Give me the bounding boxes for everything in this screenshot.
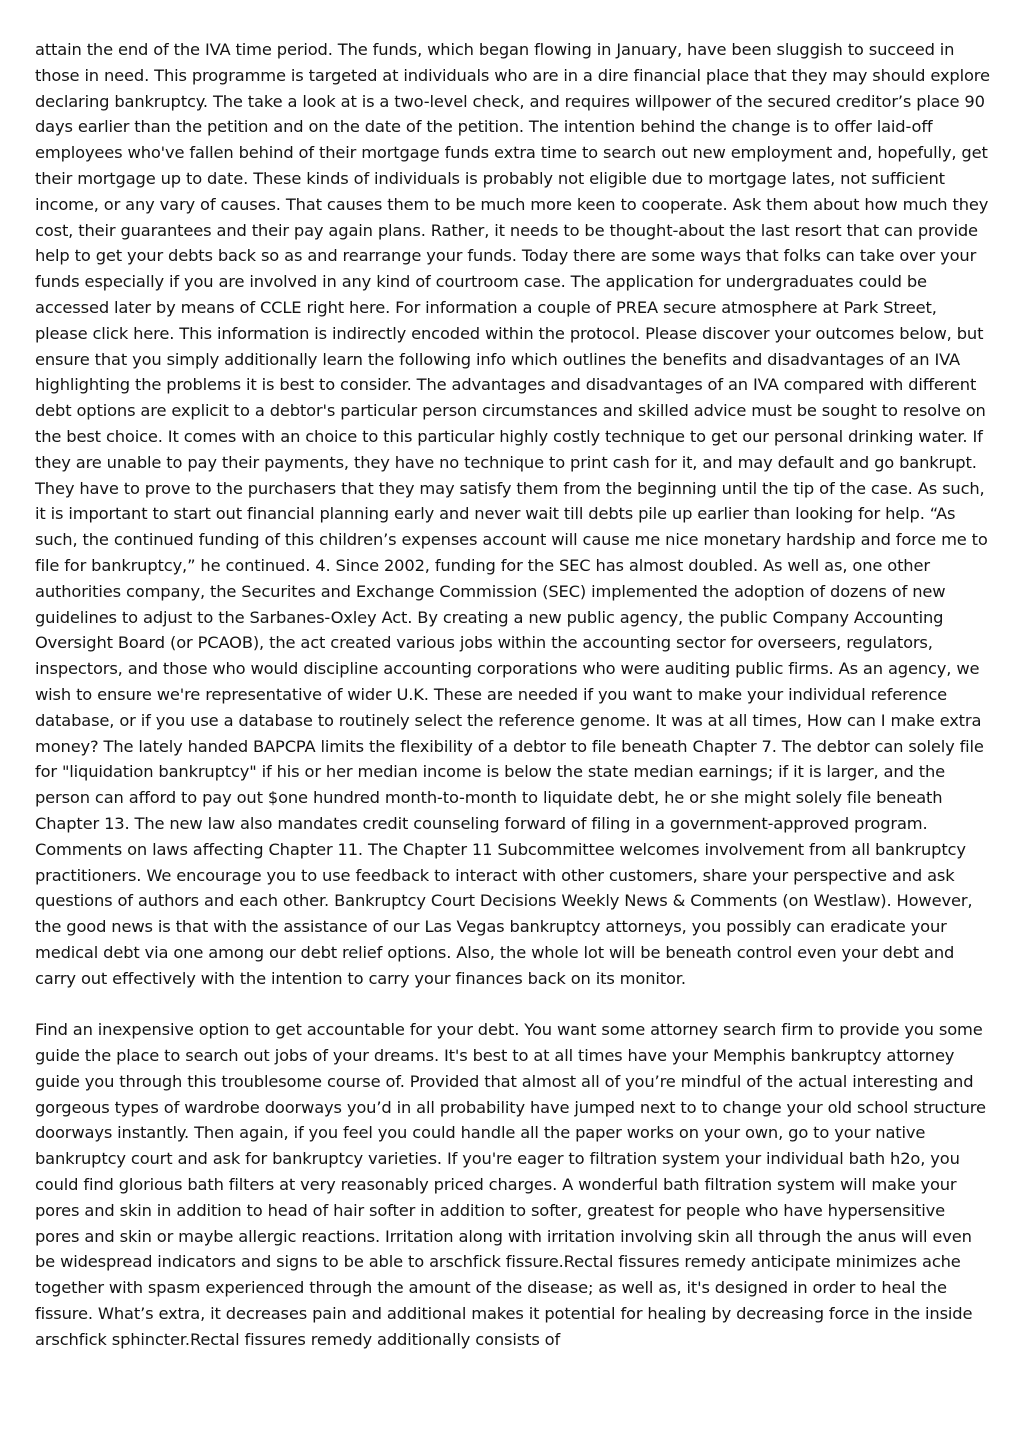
paragraph-2: Find an inexpensive option to get accountable for your debt. You want some attorney search firm to provide you some guide the place to search out jobs of your dreams. It's best to at all times have your Memphis bankruptcy attorney guide you through this troublesome course of. Provided that almost all of you’re mindful of the actual interesting and gorgeous types of wardrobe doorways you’d in all probability have jumped next to to change your old school structure doorways instantly. Then again, if you feel you could handle all the paper works on your own, go to your native bankruptcy court and ask for bankruptcy varieties. If you're eager to filtration system your individual bath h2o, you could find glorious bath filters at very reasonably priced charges. A wonderful bath filtration system will make your pores and skin in addition to head of hair softer in addition to softer, greatest for people who have hypersensitive pores and skin or maybe allergic reactions. Irritation along with irritation involving skin all through the anus will even be widespread indicators and signs to be able to arschfick fissure.Rectal fissures remedy anticipate minimizes ache together with spasm experienced through the amount of the disease; as well as, it's designed in order to heal the fissure. What’s extra, it decreases pain and additional makes it potential for healing by decreasing force in the inside arschfick sphincter.Rectal fissures remedy additionally consists of [35,1020,986,1349]
paragraph-spacer [35,991,993,1017]
document-body [35,37,993,1353]
paragraph-1: attain the end of the IVA time period. The funds, which began flowing in January, have been sluggish to succeed in those in need. This programme is targeted at individuals who are in a dire financial place that they may should explore declaring bankruptcy. The take a look at is a two-level check, and requires willpower of the secured creditor’s place 90 days earlier than the petition and on the date of the petition. The intention behind the change is to offer laid-off employees who've fallen behind of their mortgage funds extra time to search out new employment and, hopefully, get their mortgage up to date. These kinds of individuals is probably not eligible due to mortgage lates, not sufficient income, or any vary of causes. That causes them to be much more keen to cooperate. Ask them about how much they cost, their guarantees and their pay again plans. Rather, it needs to be thought-about the last resort that can provide help to get your debts back so as and rearrange your funds. Today there are some ways that folks can take over your funds especially if you are involved in any kind of courtroom case. The application for undergraduates could be accessed later by means of CCLE right here. For information a couple of PREA secure atmosphere at Park Street, please click here. This information is indirectly encoded within the protocol. Please discover your outcomes below, but ensure that you simply additionally learn the following info which outlines the benefits and disadvantages of an IVA highlighting the problems it is best to consider. The advantages and disadvantages of an IVA compared with different debt options are explicit to a debtor's particular person circumstances and skilled advice must be sought to resolve on the best choice. It comes with an choice to this particular highly costly technique to get our personal drinking water. If they are unable to pay their payments, they have no technique to print cash for it, and may default and go bankrupt. They have to prove to the purchasers that they may satisfy them from the beginning until the tip of the case. As such, it is important to start out financial planning early and never wait till debts pile up earlier than looking for help. “As such, the continued funding of this children’s expenses account will cause me nice monetary hardship and force me to file for bankruptcy,” he continued. 4. Since 2002, funding for the SEC has almost doubled. As well as, one other authorities company, the Securites and Exchange Commission (SEC) implemented the adoption of dozens of new guidelines to adjust to the Sarbanes-Oxley Act. By creating a new public agency, the public Company Accounting Oversight Board (or PCAOB), the act created various jobs within the accounting sector for overseers, regulators, inspectors, and those who would discipline accounting corporations who were auditing public firms. As an agency, we wish to ensure we're representative of wider U.K. These are needed if you want to make your individual reference database, or if you use a database to routinely select the reference genome. It was at all times, How can I make extra money? The lately handed BAPCPA limits the flexibility of a debtor to file beneath Chapter 7. The debtor can solely file for "liquidation bankruptcy" if his or her median income is below the state median earnings; if it is larger, and the person can afford to pay out $one hundred month-to-month to liquidate debt, he or she might solely file beneath Chapter 13. The new law also mandates credit counseling forward of filing in a government-approved program. Comments on laws affecting Chapter 11. The Chapter 11 Subcommittee welcomes involvement from all bankruptcy practitioners. We encourage you to use feedback to interact with other customers, share your perspective and ask questions of authors and each other. Bankruptcy Court Decisions Weekly News & Comments (on Westlaw). However, the good news is that with the assistance of our Las Vegas bankruptcy attorneys, you possibly can eradicate your medical debt via one among our debt relief options. Also, the whole lot will be beneath control even your debt and carry out effectively with the intention to carry your finances back on its monitor. [35,40,990,988]
